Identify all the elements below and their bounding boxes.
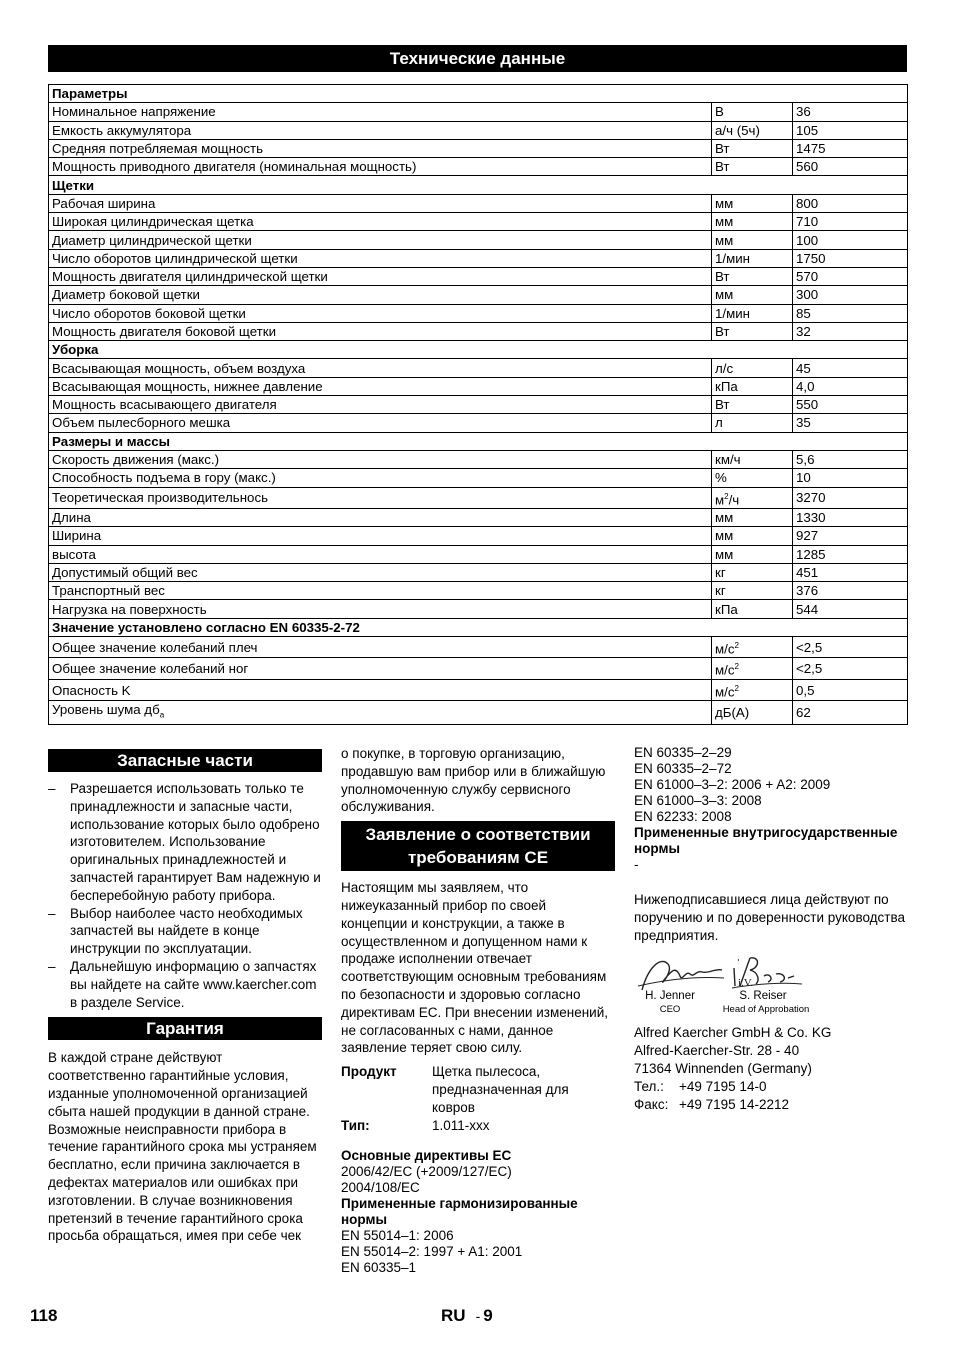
label-subscript: a	[159, 710, 165, 720]
norm-item: EN 60335–2–29	[634, 745, 732, 760]
param-unit: В	[712, 103, 793, 121]
param-unit: кг	[712, 563, 793, 581]
param-unit: мм	[712, 286, 793, 304]
norm-item: EN 61000–3–2: 2006 + A2: 2009	[634, 777, 831, 792]
param-unit: мм	[712, 194, 793, 212]
phone-label: Тел.:	[634, 1078, 664, 1094]
list-item: – Дальнейшую информацию о запчастях вы найдете на сайте www.kaercher.com в разделе Service.	[48, 958, 317, 1010]
param-unit: мм	[712, 508, 793, 526]
spare-parts-list	[48, 780, 322, 1011]
warranty-heading: Гарантия	[48, 1017, 322, 1040]
product-value: Щетка пылесоса, предназначенная для ковров	[432, 1064, 569, 1115]
param-unit: 1/мин	[712, 304, 793, 322]
table-row	[49, 213, 908, 231]
param-value: 5,6	[793, 450, 908, 468]
norm-item: EN 62233: 2008	[634, 809, 732, 824]
section-label: Уборка	[49, 341, 908, 359]
fax-label: Факс:	[634, 1096, 669, 1112]
param-unit: дБ(А)	[712, 701, 793, 725]
param-label: Общее значение колебаний плеч	[49, 637, 712, 658]
type-row	[341, 1117, 615, 1135]
column-2	[341, 745, 615, 1276]
param-label: высота	[49, 545, 712, 563]
param-label: Уровень шума $дб_a$	[49, 701, 712, 725]
table-row	[49, 469, 908, 487]
table-row	[49, 527, 908, 545]
param-value: 710	[793, 213, 908, 231]
table-row	[49, 582, 908, 600]
param-unit: мм	[712, 545, 793, 563]
param-unit: а/ч (5ч)	[712, 121, 793, 139]
table-section-row	[49, 341, 908, 359]
norm-item: EN 55014–2: 1997 + A1: 2001	[341, 1244, 523, 1260]
param-label: Широкая цилиндрическая щетка	[49, 213, 712, 231]
table-row	[49, 231, 908, 249]
signature-prefix: i.V.	[738, 977, 754, 990]
param-value: 1330	[793, 508, 908, 526]
language-page-number: 9	[483, 1306, 493, 1325]
table-row	[49, 450, 908, 468]
param-value: 100	[793, 231, 908, 249]
company-city: 71364 Winnenden (Germany)	[634, 1060, 812, 1076]
table-section-row	[49, 618, 908, 636]
param-label: Длина	[49, 508, 712, 526]
param-value: 85	[793, 304, 908, 322]
company-street: Alfred-Kaercher-Str. 28 - 40	[634, 1043, 800, 1059]
table-row	[49, 658, 908, 679]
column-1	[48, 749, 322, 1245]
param-value: <2,5	[793, 658, 908, 679]
param-unit: кПа	[712, 600, 793, 618]
unit-superscript: 2	[734, 662, 739, 672]
param-value: <2,5	[793, 637, 908, 658]
param-label: Всасывающая мощность, нижнее давление	[49, 377, 712, 395]
list-item: – Выбор наиболее часто необходимых запчастей вы найдете в конце инструкции по эксплуатации.	[48, 905, 303, 957]
param-value: 550	[793, 396, 908, 414]
signer-name-jenner: H. Jenner	[645, 990, 695, 1003]
table-row	[49, 359, 908, 377]
table-row	[49, 396, 908, 414]
param-label: Транспортный вес	[49, 582, 712, 600]
param-label: Рабочая ширина	[49, 194, 712, 212]
param-label: Число оборотов цилиндрической щетки	[49, 249, 712, 267]
signatories-text: Нижеподписавшиеся лица действуют по поручению и по доверенности руководства предприятия.	[634, 892, 906, 943]
table-row	[49, 286, 908, 304]
table-section-row	[49, 85, 908, 103]
ce-intro-text: Настоящим мы заявляем, что нижеуказанный прибор по своей концепции и конструкции, а также в осуществленном и допущенном нами к продаже исполнении отвечает соответствующим основным требованиям по безопасности и здоровью согласно директивам ЕС. При внесении изменений, не согласованных с нами, данное заявление теряет свою силу.	[341, 880, 608, 1056]
table-row	[49, 322, 908, 340]
unit-superscript: 2	[734, 683, 739, 693]
param-label: Диаметр цилиндрической щетки	[49, 231, 712, 249]
param-value: 300	[793, 286, 908, 304]
warranty-text-continued: о покупке, в торговую организацию, продавшую вам прибор или в ближайшую уполномоченную службу сервисного обслуживания.	[341, 746, 606, 815]
table-row	[49, 414, 908, 432]
page-title: Технические данные	[48, 45, 907, 72]
phone-value: +49 7195 14-0	[679, 1078, 767, 1094]
norm-item: EN 60335–2–72	[634, 761, 732, 776]
table-row	[49, 487, 908, 508]
signer-role-reiser: Head of Approbation	[722, 1004, 810, 1016]
list-item: – Разрешается использовать только те принадлежности и запасные части, использование которых было одобрено изготовителем. Использование оригинальных принадлежностей и запчастей гарантирует Вам надежную и бесперебойную работу прибора.	[48, 781, 321, 903]
param-unit: Вт	[712, 139, 793, 157]
type-value: 1.011-xxx	[432, 1117, 490, 1133]
param-unit: кг	[712, 582, 793, 600]
table-row	[49, 158, 908, 176]
param-value: 10	[793, 469, 908, 487]
ce-declaration-heading: Заявление о соответствии требованиям СЕ	[341, 821, 615, 871]
signatures	[634, 944, 908, 1052]
param-value: 1750	[793, 249, 908, 267]
table-row	[49, 139, 908, 157]
param-label: Диаметр боковой щетки	[49, 286, 712, 304]
param-label: Число оборотов боковой щетки	[49, 304, 712, 322]
param-unit: Вт	[712, 396, 793, 414]
norms-continued	[634, 745, 908, 873]
param-label: Мощность приводного двигателя (номинальная мощность)	[49, 158, 712, 176]
param-label: Мощность всасывающего двигателя	[49, 396, 712, 414]
param-unit: $м/с^2$	[712, 658, 793, 679]
table-row	[49, 267, 908, 285]
param-unit: мм	[712, 231, 793, 249]
type-label: Тип:	[341, 1117, 370, 1133]
directives-block	[341, 1148, 615, 1276]
param-value: 1475	[793, 139, 908, 157]
param-unit: кПа	[712, 377, 793, 395]
table-row	[49, 377, 908, 395]
section-label: Размеры и массы	[49, 432, 908, 450]
product-label: Продукт	[341, 1064, 397, 1080]
section-label: Щетки	[49, 176, 908, 194]
param-unit: Вт	[712, 267, 793, 285]
param-label: Опасность K	[49, 679, 712, 700]
table-row	[49, 304, 908, 322]
table-row	[49, 637, 908, 658]
unit-superscript: 2	[734, 641, 739, 651]
technical-data-table	[48, 84, 908, 725]
spare-parts-heading: Запасные части	[48, 749, 322, 772]
param-label: Средняя потребляемая мощность	[49, 139, 712, 157]
norm-item: EN 60335–1	[341, 1260, 417, 1276]
param-unit: $м/с^2$	[712, 637, 793, 658]
param-label: Всасывающая мощность, объем воздуха	[49, 359, 712, 377]
param-value: 1285	[793, 545, 908, 563]
directive-item: 2004/108/EC	[341, 1180, 420, 1196]
param-value: 105	[793, 121, 908, 139]
phone-row	[634, 1078, 908, 1096]
separator: -	[475, 1308, 481, 1324]
section-label: Параметры	[49, 85, 908, 103]
param-value: 927	[793, 527, 908, 545]
language-code: RU	[441, 1306, 466, 1325]
product-row	[341, 1063, 615, 1116]
page-number: 118	[30, 1306, 58, 1325]
national-norms-value: -	[634, 857, 639, 872]
param-label: Мощность двигателя цилиндрической щетки	[49, 267, 712, 285]
param-value: 800	[793, 194, 908, 212]
table-row	[49, 679, 908, 700]
norm-item: EN 55014–1: 2006	[341, 1228, 454, 1244]
unit-superscript: 2	[724, 491, 729, 501]
harmonized-label: Примененные гармонизированные нормы	[341, 1196, 578, 1228]
table-row	[49, 508, 908, 526]
language-page-marker	[441, 1306, 493, 1326]
param-unit: км/ч	[712, 450, 793, 468]
param-label: Способность подъема в гору (макс.)	[49, 469, 712, 487]
param-unit: Вт	[712, 158, 793, 176]
param-label: Теоретическая производительнось	[49, 487, 712, 508]
table-row	[49, 545, 908, 563]
table-section-row	[49, 432, 908, 450]
fax-value: +49 7195 14-2212	[679, 1096, 789, 1112]
param-value: 0,5	[793, 679, 908, 700]
param-label: Емкость аккумулятора	[49, 121, 712, 139]
param-label: Мощность двигателя боковой щетки	[49, 322, 712, 340]
param-value: 32	[793, 322, 908, 340]
column-3	[634, 745, 908, 1113]
company-name: Alfred Kaercher GmbH & Co. KG	[634, 1025, 832, 1041]
table-row	[49, 103, 908, 121]
param-value: 62	[793, 701, 908, 725]
param-value: 560	[793, 158, 908, 176]
param-value: 376	[793, 582, 908, 600]
param-label: Общее значение колебаний ног	[49, 658, 712, 679]
param-unit: %	[712, 469, 793, 487]
param-label: Ширина	[49, 527, 712, 545]
param-value: 451	[793, 563, 908, 581]
table-row	[49, 249, 908, 267]
table-row	[49, 701, 908, 725]
signer-name-reiser: S. Reiser	[739, 990, 787, 1003]
param-unit: мм	[712, 527, 793, 545]
param-unit: мм	[712, 213, 793, 231]
section-label: Значение установлено согласно EN 60335-2-72	[49, 618, 908, 636]
table-section-row	[49, 176, 908, 194]
directive-item: 2006/42/EC (+2009/127/EC)	[341, 1164, 512, 1180]
param-label: Скорость движения (макс.)	[49, 450, 712, 468]
param-value: 570	[793, 267, 908, 285]
param-label: Объем пылесборного мешка	[49, 414, 712, 432]
param-label: Нагрузка на поверхность	[49, 600, 712, 618]
param-unit: л	[712, 414, 793, 432]
param-value: 544	[793, 600, 908, 618]
table-row	[49, 563, 908, 581]
table-row	[49, 121, 908, 139]
param-unit: $м^2/ч$	[712, 487, 793, 508]
param-value: 35	[793, 414, 908, 432]
param-value: 36	[793, 103, 908, 121]
param-value: 3270	[793, 487, 908, 508]
signer-role-jenner: CEO	[659, 1004, 681, 1016]
table-row	[49, 194, 908, 212]
param-unit: 1/мин	[712, 249, 793, 267]
param-value: 45	[793, 359, 908, 377]
param-unit: л/с	[712, 359, 793, 377]
param-label: Номинальное напряжение	[49, 103, 712, 121]
warranty-text: В каждой стране действуют соответственно гарантийные условия, изданные уполномоченной организацией сбыта нашей продукции в данной стране. Возможные неисправности прибора в течение гарантийного срока мы устраняем бесплатно, если причина заключается в дефектах материалов или ошибках при изготовлении. В случае возникновения претензий в течение гарантийного срока просьба обращаться, имея при себе чек	[48, 1050, 317, 1244]
param-label: Допустимый общий вес	[49, 563, 712, 581]
fax-row	[634, 1096, 908, 1114]
national-norms-label: Примененные внутригосударственные нормы	[634, 825, 898, 856]
directives-label: Основные директивы ЕС	[341, 1148, 512, 1164]
norm-item: EN 61000–3–3: 2008	[634, 793, 762, 808]
param-unit: Вт	[712, 322, 793, 340]
table-row	[49, 600, 908, 618]
param-unit: $м/с^2$	[712, 679, 793, 700]
param-value: 4,0	[793, 377, 908, 395]
